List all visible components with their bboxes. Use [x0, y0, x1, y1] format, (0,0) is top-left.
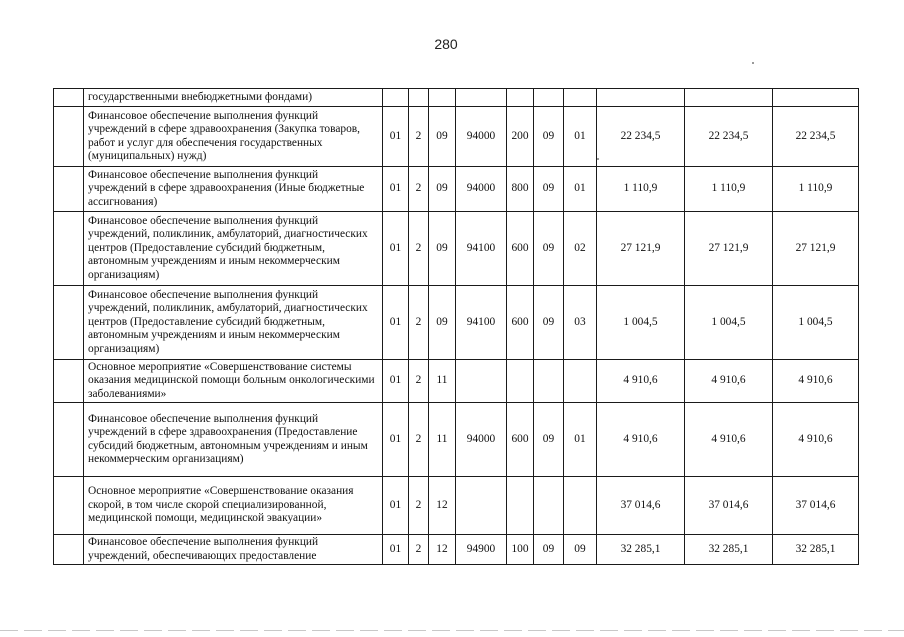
table-row	[54, 107, 859, 167]
code-cell-c4: 94000	[456, 167, 507, 212]
description-cell: Финансовое обеспечение выполнения функций учреждений, поликлиник, амбулаторий, диагностических центров (Предоставление субсидий бюджетным, автономным учреждениям и иным некоммерческим организациям)	[84, 286, 383, 360]
description-cell: государственными внебюджетными фондами)	[84, 89, 383, 107]
code-cell-c7	[564, 360, 597, 403]
code-cell-c7: 01	[564, 403, 597, 477]
code-cell-c3	[429, 89, 456, 107]
code-cell-c7: 03	[564, 286, 597, 360]
code-cell-c3: 12	[429, 535, 456, 565]
code-cell-c5: 600	[507, 286, 534, 360]
row-number-cell	[54, 535, 84, 565]
amount-cell-a2: 4 910,6	[685, 360, 773, 403]
code-cell-c4: 94100	[456, 286, 507, 360]
amount-cell-a3: 1 110,9	[773, 167, 859, 212]
code-cell-c6: 09	[534, 286, 564, 360]
description-cell: Финансовое обеспечение выполнения функций учреждений в сфере здравоохранения (Иные бюджетные ассигнования)	[84, 167, 383, 212]
code-cell-c7: 09	[564, 535, 597, 565]
table-row	[54, 477, 859, 535]
table-row	[54, 360, 859, 403]
amount-cell-a1: 4 910,6	[597, 403, 685, 477]
code-cell-c2: 2	[409, 535, 429, 565]
table-row	[54, 167, 859, 212]
code-cell-c3: 11	[429, 403, 456, 477]
code-cell-c1: 01	[383, 360, 409, 403]
budget-table	[53, 88, 859, 565]
scan-bottom-edge	[0, 630, 904, 631]
amount-cell-a2: 37 014,6	[685, 477, 773, 535]
code-cell-c5: 600	[507, 403, 534, 477]
description-cell: Основное мероприятие «Совершенствование системы оказания медицинской помощи больным онкологическими заболеваниями»	[84, 360, 383, 403]
code-cell-c4: 94900	[456, 535, 507, 565]
row-number-cell	[54, 89, 84, 107]
scan-speck	[752, 62, 754, 64]
code-cell-c5: 600	[507, 212, 534, 286]
code-cell-c2	[409, 89, 429, 107]
amount-cell-a2: 27 121,9	[685, 212, 773, 286]
table-row	[54, 212, 859, 286]
code-cell-c5: 100	[507, 535, 534, 565]
code-cell-c3: 09	[429, 107, 456, 167]
table-row	[54, 286, 859, 360]
code-cell-c5	[507, 360, 534, 403]
code-cell-c7: 01	[564, 107, 597, 167]
code-cell-c6: 09	[534, 107, 564, 167]
amount-cell-a2: 1 004,5	[685, 286, 773, 360]
description-cell: Финансовое обеспечение выполнения функций учреждений, поликлиник, амбулаторий, диагностических центров (Предоставление субсидий бюджетным, автономным учреждениям и иным некоммерческим организациям)	[84, 212, 383, 286]
table-row	[54, 89, 859, 107]
row-number-cell	[54, 360, 84, 403]
code-cell-c2: 2	[409, 477, 429, 535]
code-cell-c4: 94100	[456, 212, 507, 286]
amount-cell-a2: 4 910,6	[685, 403, 773, 477]
code-cell-c6: 09	[534, 167, 564, 212]
code-cell-c6: 09	[534, 535, 564, 565]
amount-cell-a1: 1 004,5	[597, 286, 685, 360]
code-cell-c7: 01	[564, 167, 597, 212]
code-cell-c1: 01	[383, 107, 409, 167]
amount-cell-a1: 32 285,1	[597, 535, 685, 565]
description-cell: Финансовое обеспечение выполнения функций учреждений, обеспечивающих предоставление	[84, 535, 383, 565]
code-cell-c3: 09	[429, 286, 456, 360]
code-cell-c5: 200	[507, 107, 534, 167]
code-cell-c4	[456, 360, 507, 403]
amount-cell-a3	[773, 89, 859, 107]
code-cell-c2: 2	[409, 107, 429, 167]
code-cell-c6	[534, 477, 564, 535]
row-number-cell	[54, 167, 84, 212]
amount-cell-a1: 37 014,6	[597, 477, 685, 535]
description-cell: Финансовое обеспечение выполнения функций учреждений в сфере здравоохранения (Предоставление субсидий бюджетным, автономным учреждениям и иным некоммерческим организациям)	[84, 403, 383, 477]
amount-cell-a1: 1 110,9	[597, 167, 685, 212]
code-cell-c7	[564, 477, 597, 535]
amount-cell-a3: 4 910,6	[773, 403, 859, 477]
code-cell-c1: 01	[383, 403, 409, 477]
scan-speck	[597, 158, 599, 160]
amount-cell-a3: 37 014,6	[773, 477, 859, 535]
code-cell-c6	[534, 89, 564, 107]
code-cell-c4: 94000	[456, 107, 507, 167]
code-cell-c3: 09	[429, 167, 456, 212]
code-cell-c1: 01	[383, 212, 409, 286]
code-cell-c5: 800	[507, 167, 534, 212]
code-cell-c1: 01	[383, 167, 409, 212]
code-cell-c2: 2	[409, 212, 429, 286]
amount-cell-a3: 1 004,5	[773, 286, 859, 360]
amount-cell-a2	[685, 89, 773, 107]
table-row	[54, 535, 859, 565]
code-cell-c1: 01	[383, 286, 409, 360]
amount-cell-a1: 27 121,9	[597, 212, 685, 286]
description-cell: Основное мероприятие «Совершенствование оказания скорой, в том числе скорой специализированной, медицинской помощи, медицинской эвакуации»	[84, 477, 383, 535]
code-cell-c7	[564, 89, 597, 107]
row-number-cell	[54, 286, 84, 360]
code-cell-c6	[534, 360, 564, 403]
amount-cell-a3: 27 121,9	[773, 212, 859, 286]
row-number-cell	[54, 212, 84, 286]
amount-cell-a3: 4 910,6	[773, 360, 859, 403]
code-cell-c4	[456, 477, 507, 535]
table-body	[54, 89, 859, 565]
code-cell-c3: 12	[429, 477, 456, 535]
table-row	[54, 403, 859, 477]
amount-cell-a1: 4 910,6	[597, 360, 685, 403]
amount-cell-a2: 32 285,1	[685, 535, 773, 565]
code-cell-c1	[383, 89, 409, 107]
amount-cell-a2: 1 110,9	[685, 167, 773, 212]
code-cell-c4: 94000	[456, 403, 507, 477]
code-cell-c6: 09	[534, 403, 564, 477]
amount-cell-a1	[597, 89, 685, 107]
amount-cell-a3: 22 234,5	[773, 107, 859, 167]
description-cell: Финансовое обеспечение выполнения функций учреждений в сфере здравоохранения (Закупка товаров, работ и услуг для обеспечения государственных (муниципальных) нужд)	[84, 107, 383, 167]
amount-cell-a1: 22 234,5	[597, 107, 685, 167]
code-cell-c2: 2	[409, 167, 429, 212]
page-number: 280	[434, 36, 458, 52]
code-cell-c2: 2	[409, 360, 429, 403]
code-cell-c3: 09	[429, 212, 456, 286]
code-cell-c7: 02	[564, 212, 597, 286]
code-cell-c1: 01	[383, 477, 409, 535]
amount-cell-a2: 22 234,5	[685, 107, 773, 167]
code-cell-c5	[507, 477, 534, 535]
code-cell-c6: 09	[534, 212, 564, 286]
row-number-cell	[54, 477, 84, 535]
row-number-cell	[54, 403, 84, 477]
row-number-cell	[54, 107, 84, 167]
code-cell-c2: 2	[409, 403, 429, 477]
code-cell-c3: 11	[429, 360, 456, 403]
code-cell-c1: 01	[383, 535, 409, 565]
amount-cell-a3: 32 285,1	[773, 535, 859, 565]
code-cell-c5	[507, 89, 534, 107]
code-cell-c4	[456, 89, 507, 107]
code-cell-c2: 2	[409, 286, 429, 360]
